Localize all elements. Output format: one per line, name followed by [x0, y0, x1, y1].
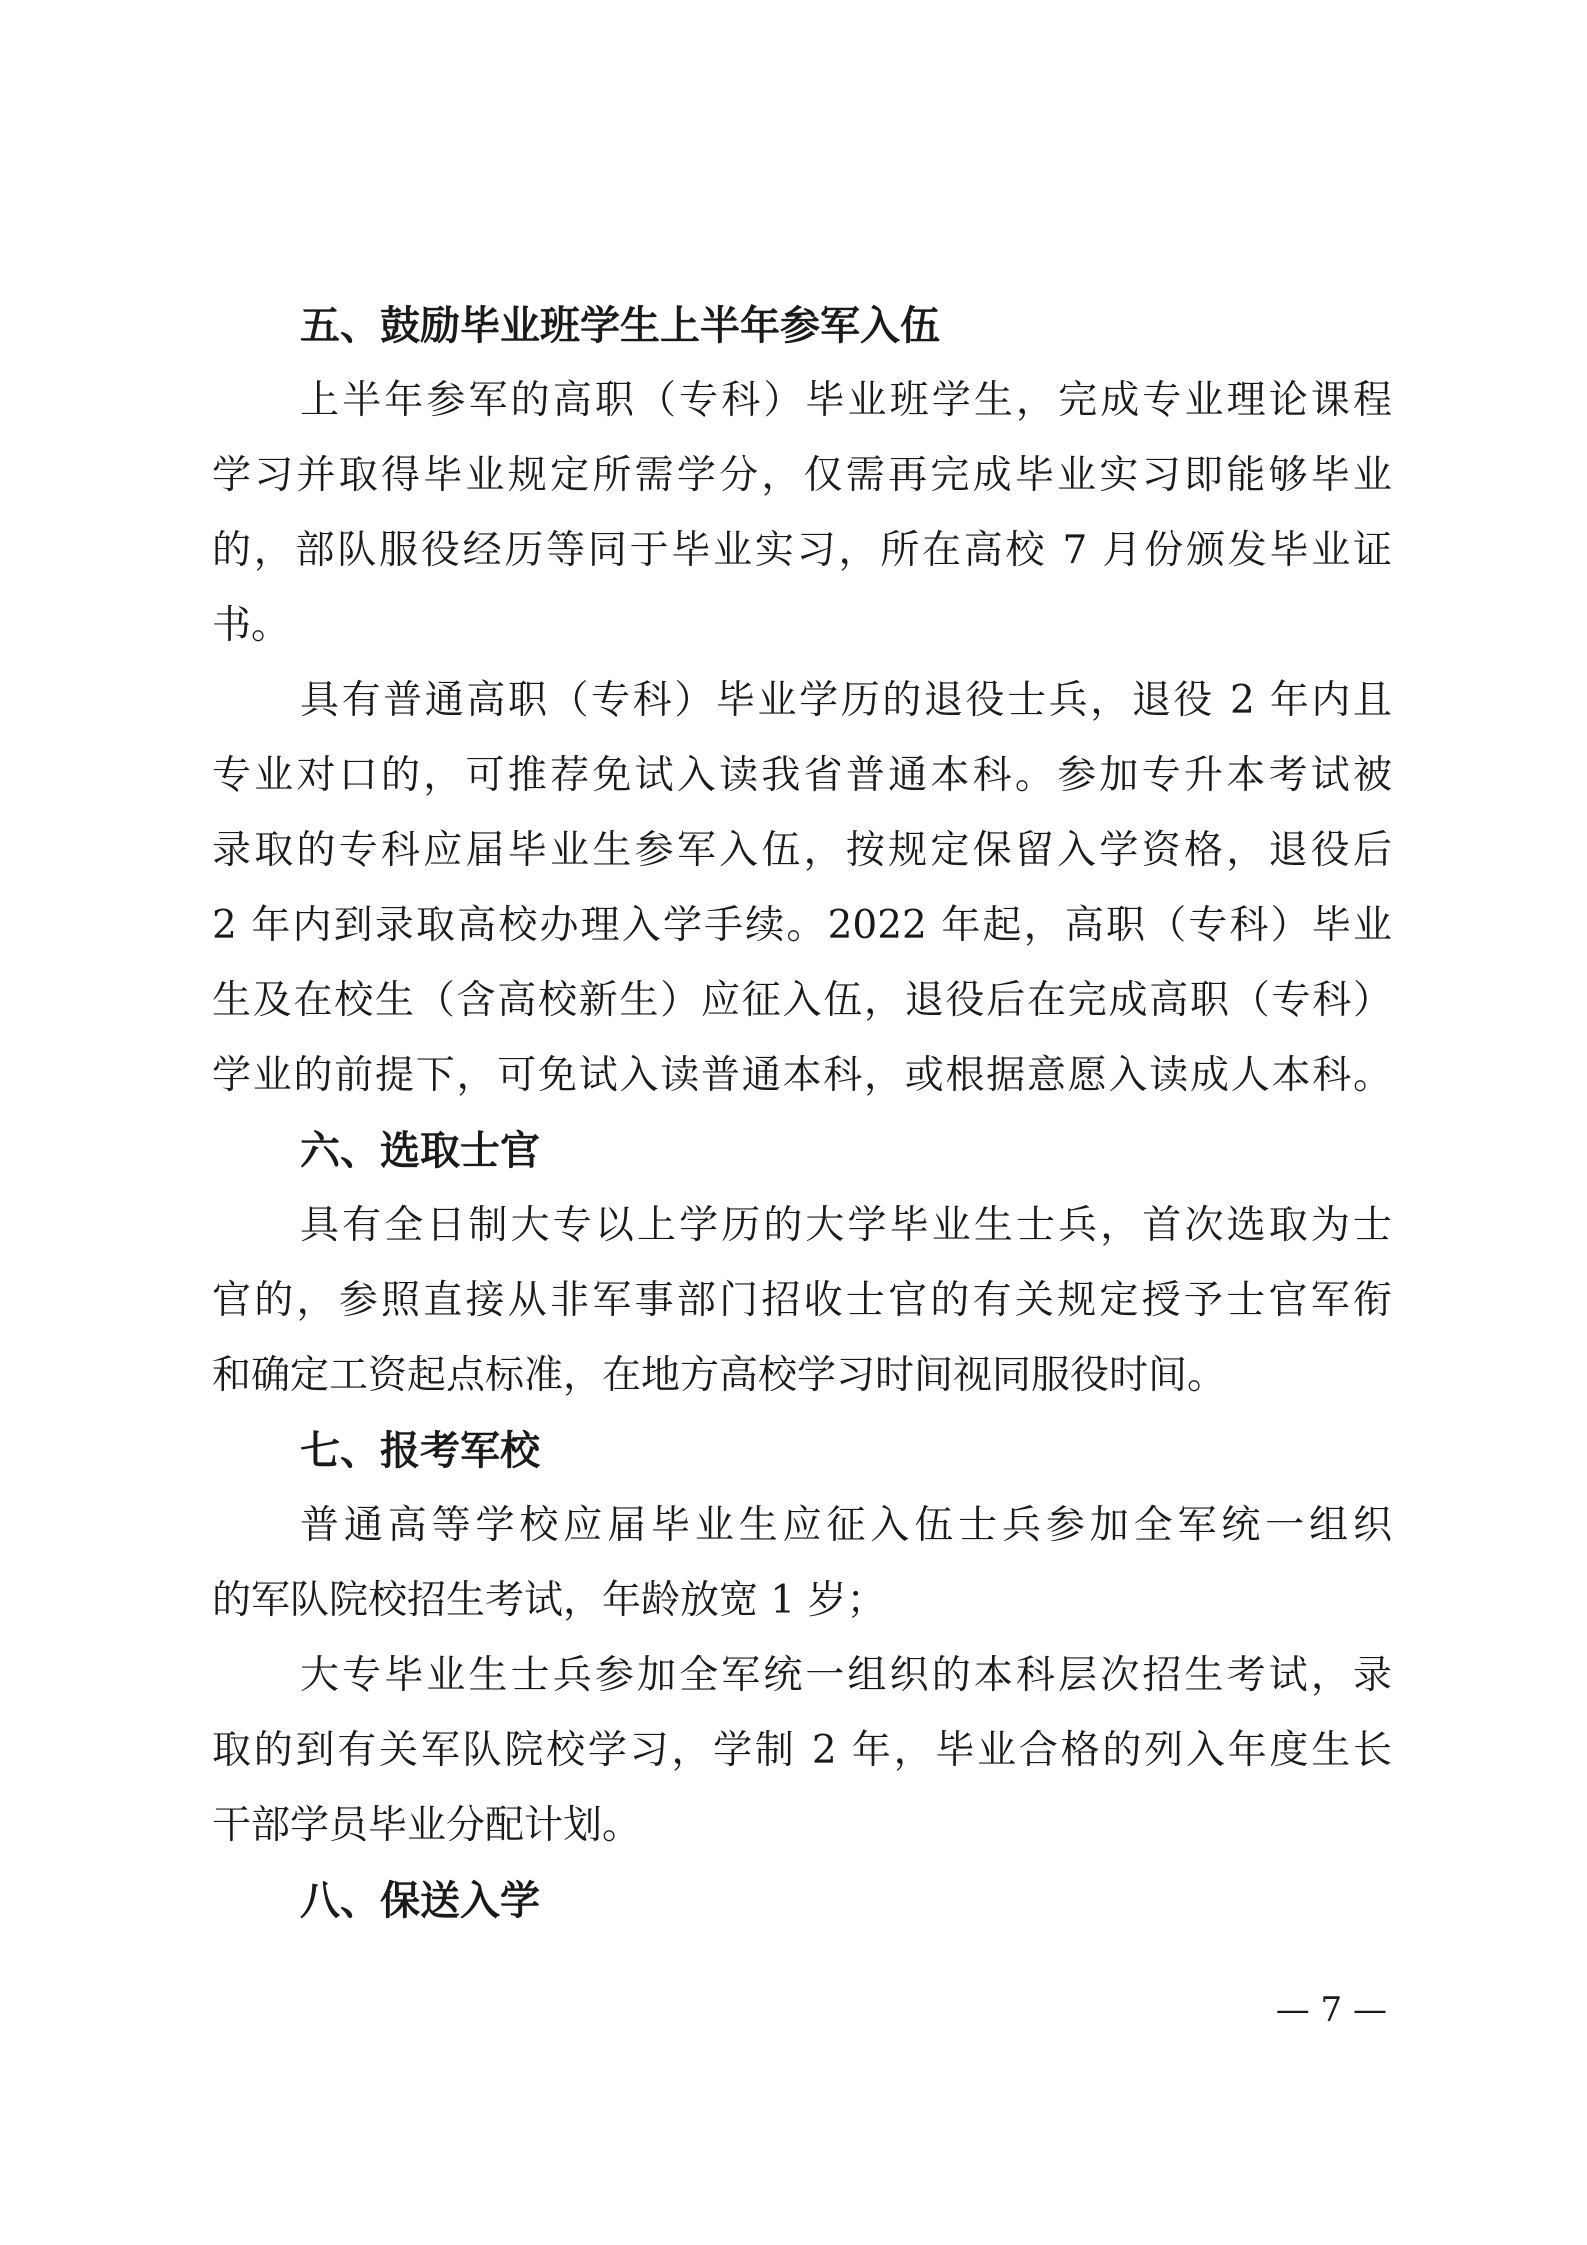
- paragraph-line: 和确定工资起点标准，在地方高校学习时间视同服役时间。: [212, 1353, 1227, 1398]
- paragraph-line: 具有普通高职（专科）毕业学历的退役士兵，退役 2 年内且: [300, 678, 1392, 723]
- paragraph-line: 的，部队服役经历等同于毕业实习，所在高校 7 月份颁发毕业证: [212, 528, 1392, 573]
- section-heading-6: 六、选取士官: [300, 1128, 540, 1174]
- paragraph-line: 具有全日制大专以上学历的大学毕业生士兵，首次选取为士: [300, 1203, 1392, 1248]
- paragraph-line: 专业对口的，可推荐免试入读我省普通本科。参加专升本考试被: [212, 753, 1392, 798]
- paragraph-line: 大专毕业生士兵参加全军统一组织的本科层次招生考试，录: [300, 1653, 1392, 1698]
- paragraph-line: 学习并取得毕业规定所需学分，仅需再完成毕业实习即能够毕业: [212, 453, 1392, 498]
- section-heading-8: 八、保送入学: [300, 1878, 540, 1924]
- paragraph-line: 上半年参军的高职（专科）毕业班学生，完成专业理论课程: [300, 378, 1392, 423]
- paragraph-line: 普通高等学校应届毕业生应征入伍士兵参加全军统一组织: [300, 1503, 1392, 1548]
- section-heading-5: 五、鼓励毕业班学生上半年参军入伍: [300, 303, 940, 349]
- paragraph-line: 2 年内到录取高校办理入学手续。2022 年起，高职（专科）毕业: [212, 903, 1392, 948]
- paragraph-line: 干部学员毕业分配计划。: [212, 1803, 642, 1848]
- paragraph-line: 生及在校生（含高校新生）应征入伍，退役后在完成高职（专科）: [212, 978, 1392, 1023]
- paragraph-line: 学业的前提下，可免试入读普通本科，或根据意愿入读成人本科。: [212, 1053, 1392, 1098]
- section-heading-7: 七、报考军校: [300, 1428, 540, 1474]
- paragraph-line: 官的，参照直接从非军事部门招收士官的有关规定授予士官军衔: [212, 1278, 1392, 1323]
- paragraph-line: 录取的专科应届毕业生参军入伍，按规定保留入学资格，退役后: [212, 828, 1392, 873]
- paragraph-line: 取的到有关军队院校学习，学制 2 年，毕业合格的列入年度生长: [212, 1728, 1392, 1773]
- page-number: — 7 —: [1275, 1990, 1387, 2030]
- paragraph-line: 书。: [212, 603, 291, 648]
- paragraph-line: 的军队院校招生考试，年龄放宽 1 岁；: [212, 1578, 886, 1623]
